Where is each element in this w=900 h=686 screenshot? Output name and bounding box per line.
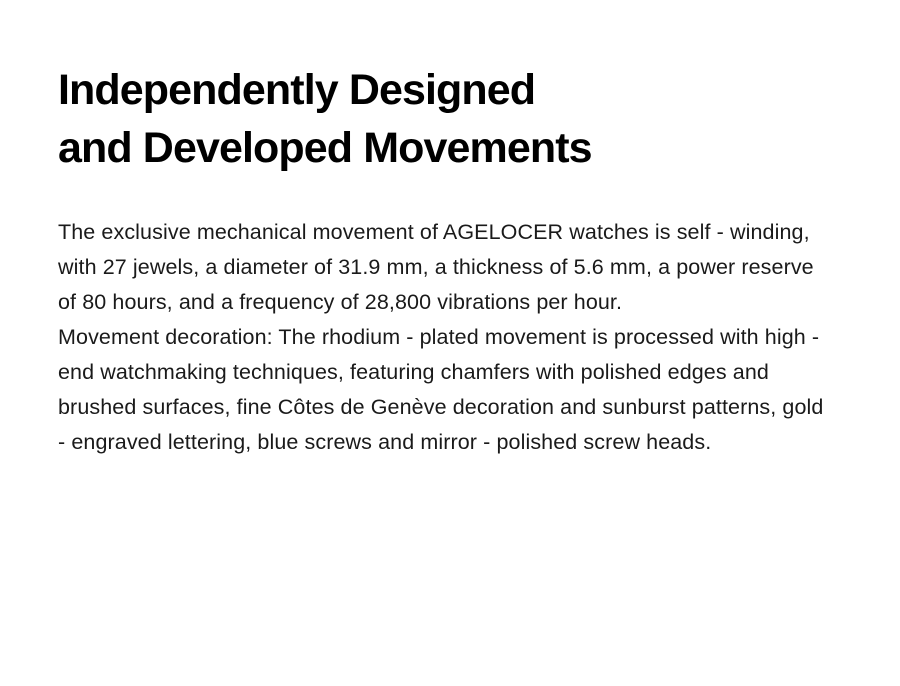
page-title-line-2: and Developed Movements: [58, 123, 592, 172]
body-copy: [58, 215, 828, 460]
page-title-line-1: Independently Designed: [58, 66, 536, 114]
paragraph-movement-specs: The exclusive mechanical movement of AGELOCER watches is self - winding, with 27 jewels, a diameter of 31.9 mm, a thickness of 5.6 mm, a power reserve of 80 hours, and a frequency of 28,800 vibrations per hour.: [58, 220, 814, 315]
page-title: [58, 62, 778, 177]
paragraph-movement-decoration: Movement decoration: The rhodium - plated movement is processed with high - end watchmaking techniques, featuring chamfers with polished edges and brushed surfaces, fine Côtes de Genève decoration and sunburst patterns, gold - engraved lettering, blue screws and mirror - polished screw heads.: [58, 325, 824, 455]
